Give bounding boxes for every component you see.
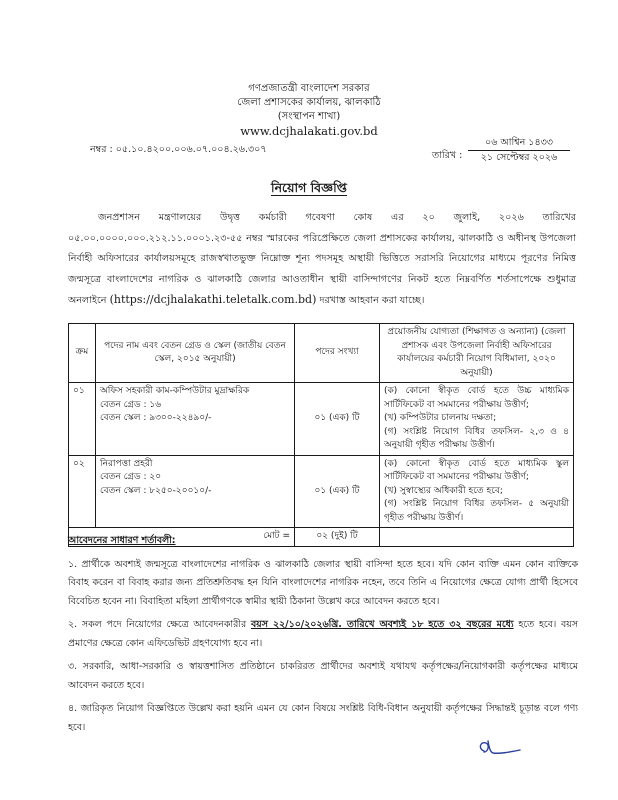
qualification-item: (খ) কম্পিউটার চালনায় দক্ষতা; (384, 413, 497, 423)
date-english: ২১ সেপ্টেম্বর ২০২৬ (480, 152, 558, 163)
total-label: মোট = (69, 528, 295, 547)
header-serial: ক্রম (69, 324, 96, 383)
table-header-row (69, 324, 574, 383)
pay-scale: বেতন স্কেল : ৯৩০০-২২৪৯০/- (100, 413, 212, 423)
government-name: গণপ্রজাতন্ত্রী বাংলাদেশ সরকার (248, 83, 370, 94)
condition-item-2 (68, 616, 578, 653)
date-label: তারিখ : (432, 150, 463, 161)
row-qualification (380, 455, 574, 528)
condition-2-text-end: হতে হবে। বয়স প্রমাণের ক্ষেত্রে কোন এফিডেভিট গ্রহণযোগ্য হবে না। (68, 619, 578, 649)
condition-item-4: ৪. জারিকৃত নিয়োগ বিজ্ঞপ্তিতে উল্লেখ করা হয়নি এমন যে কোন বিষয়ে সংশ্লিষ্ট বিধি-বিধান অনুযায়ী কর্তৃপক্ষের সিদ্ধান্তই চূড়ান্ত বলে গণ্য হবে। (68, 703, 578, 733)
intro-text: জনপ্রশাসন মন্ত্রণালয়ের উদ্বৃত্ত কর্মচারী গবেষণা কোষ এর ২০ জুলাই, ২০২৬ তারিখের ০৫.০০.০০০০.০০০.২১২.১১.০০০১.২৩-৫৫ নম্বর স্মারকের পরিপ্রেক্ষিতে জেলা প্রশাসকের কার্যালয়, ঝালকাঠি ও অধীনস্থ উপজেলা নির্বাহী অফিসারের কার্যালয়সমূহে রাজস্বখাতভুক্ত নিম্নোক্ত শূন্য পদসমূহ অস্থায়ী ভিত্তিতে সরাসরি নিয়োগের মাধ্যমে পূরণের নিমিত্ত জন্মসূত্রে বাংলাদেশের নাগরিক ও ঝালকাঠি জেলার আওতাধীন স্থায়ী বাসিন্দাগণের নিকট হতে নিম্নবর্ণিত শর্তসাপেক্ষে শুধুমাত্র অনলাইনে (68, 212, 576, 306)
qualification-item: (ক) কোনো স্বীকৃত বোর্ড হতে উচ্চ মাধ্যমিক সার্টিফিকেট বা সমমানের পরীক্ষায় উত্তীর্ণ; (384, 386, 569, 410)
notice-title (0, 180, 618, 200)
office-name: জেলা প্রশাসকের কার্যালয়, ঝালকাঠি (237, 97, 381, 108)
vacancy-table (68, 323, 574, 547)
row-qualification (380, 383, 574, 456)
qualification-item: (খ) সুস্বাস্থ্যের অধিকারী হতে হবে; (384, 485, 503, 496)
conditions-heading: আবেদনের সাধারণ শর্তাবলী: (68, 535, 176, 546)
age-requirement: বয়স ২২/১০/২০২৬খ্রি. তারিখে অবশ্যই ১৮ হতে ৩২ বছরের মধ্যে (250, 619, 514, 630)
memo-number: নম্বর : ০৫.১০.৪২০০.০০৬.০৭.০০৪.২৬.৩০৭ (90, 144, 267, 155)
post-title: অফিস সহকারী কাম-কম্পিউটার মুদ্রাক্ষরিক (100, 386, 250, 396)
header-post-name: পদের নাম এবং বেতন গ্রেড ও স্কেল (জাতীয় বেতন স্কেল, ২০১৫ অনুযায়ী) (96, 324, 295, 383)
condition-2-text: ২. সকল পদে নিয়োগের ক্ষেত্রে আবেদনকারীর (68, 619, 251, 630)
header-qualification: প্রয়োজনীয় যোগ্যতা (শিক্ষাগত ও অন্যান্য) (জেলা প্রশাসক এবং উপজেলা নির্বাহী অফিসারের কার্যালয়ের কর্মচারী নিয়োগ বিধিমালা, ২০২০ অনুযায়ী) (380, 324, 574, 383)
office-website: www.dcjhalakati.gov.bd (240, 124, 378, 138)
date-bangla: ০৬ আশ্বিন ১৪৩৩ (468, 136, 570, 151)
post-title: নিরাপত্তা প্রহরী (100, 458, 153, 469)
qualification-item: (ক) কোনো স্বীকৃত বোর্ড হতে মাধ্যমিক স্কুল সার্টিফিকেট বা সমমানের পরীক্ষায় উত্তীর্ণ; (384, 458, 569, 482)
row-serial: ০১ (69, 383, 96, 456)
condition-item-1: ১. প্রার্থীকে অবশ্যই জন্মসূত্রে বাংলাদেশের নাগরিক ও ঝালকাঠি জেলার স্থায়ী বাসিন্দা হতে হবে। যদি কোন ব্যক্তি এমন কোন ব্যক্তিকে বিবাহ করেন বা বিবাহ করার জন্য প্রতিশ্রুতিবদ্ধ হন যিনি বাংলাদেশের নাগরিক নহেন, তবে তিনি এ নিয়োগের ক্ষেত্রে যোগ্য প্রার্থী হিসেবে বিবেচিত হবেন না। বিবাহিতা মহিলা প্রার্থীগণকে স্বামীর স্থায়ী ঠিকানা উল্লেখ করে আবেদন করতে হবে। (68, 558, 578, 607)
intro-end: দরখাস্ত আহবান করা যাচ্ছে। (316, 295, 425, 306)
total-value: ০২ (দুই) টি (295, 528, 380, 547)
signature-mark (474, 735, 524, 757)
row-post-count: ০১ (এক) টি (295, 383, 380, 456)
section-name: (সংস্থাপন শাখা) (277, 111, 341, 122)
row-post-count: ০১ (এক) টি (295, 455, 380, 528)
row-post-name (96, 455, 295, 528)
qualification-item: (গ) সংশ্লিষ্ট নিয়োগ বিধির তফসিল- ৫ অনুযায়ী গৃহীত পরীক্ষায় উত্তীর্ণ। (384, 499, 569, 523)
notice-title-text: নিয়োগ বিজ্ঞপ্তি (271, 180, 347, 195)
row-serial: ০২ (69, 455, 96, 528)
row-post-name (96, 383, 295, 456)
pay-scale: বেতন স্কেল : ৮২৫০-২০০১০/- (100, 485, 212, 496)
pay-grade: বেতন গ্রেড : ১৬ (100, 399, 162, 410)
pay-grade: বেতন গ্রেড : ২০ (100, 472, 162, 482)
header-post-count: পদের সংখ্যা (295, 324, 380, 383)
date-block (468, 136, 570, 164)
table-row (69, 383, 574, 456)
application-url: (https://dcjhalakathi.teletalk.com.bd) (109, 293, 317, 306)
qualification-item: (গ) সংশ্লিষ্ট নিয়োগ বিধির তফসিল- ২,৩ ও ৪ অনুযায়ী গৃহীত পরীক্ষায় উত্তীর্ণ। (384, 426, 569, 450)
conditions-section (68, 532, 578, 737)
intro-paragraph (68, 208, 576, 312)
condition-item-3: ৩. সরকারি, আধা-সরকারি ও স্বায়ত্তশাসিত প্রতিষ্ঠানে চাকরিরত প্রার্থীদের অবশ্যই যথাযথ কর্তৃপক্ষের/নিয়োগকারী কর্তৃপক্ষের মাধ্যমে আবেদন করতে হবে। (68, 661, 578, 691)
office-header (0, 82, 618, 138)
table-row (69, 455, 574, 528)
